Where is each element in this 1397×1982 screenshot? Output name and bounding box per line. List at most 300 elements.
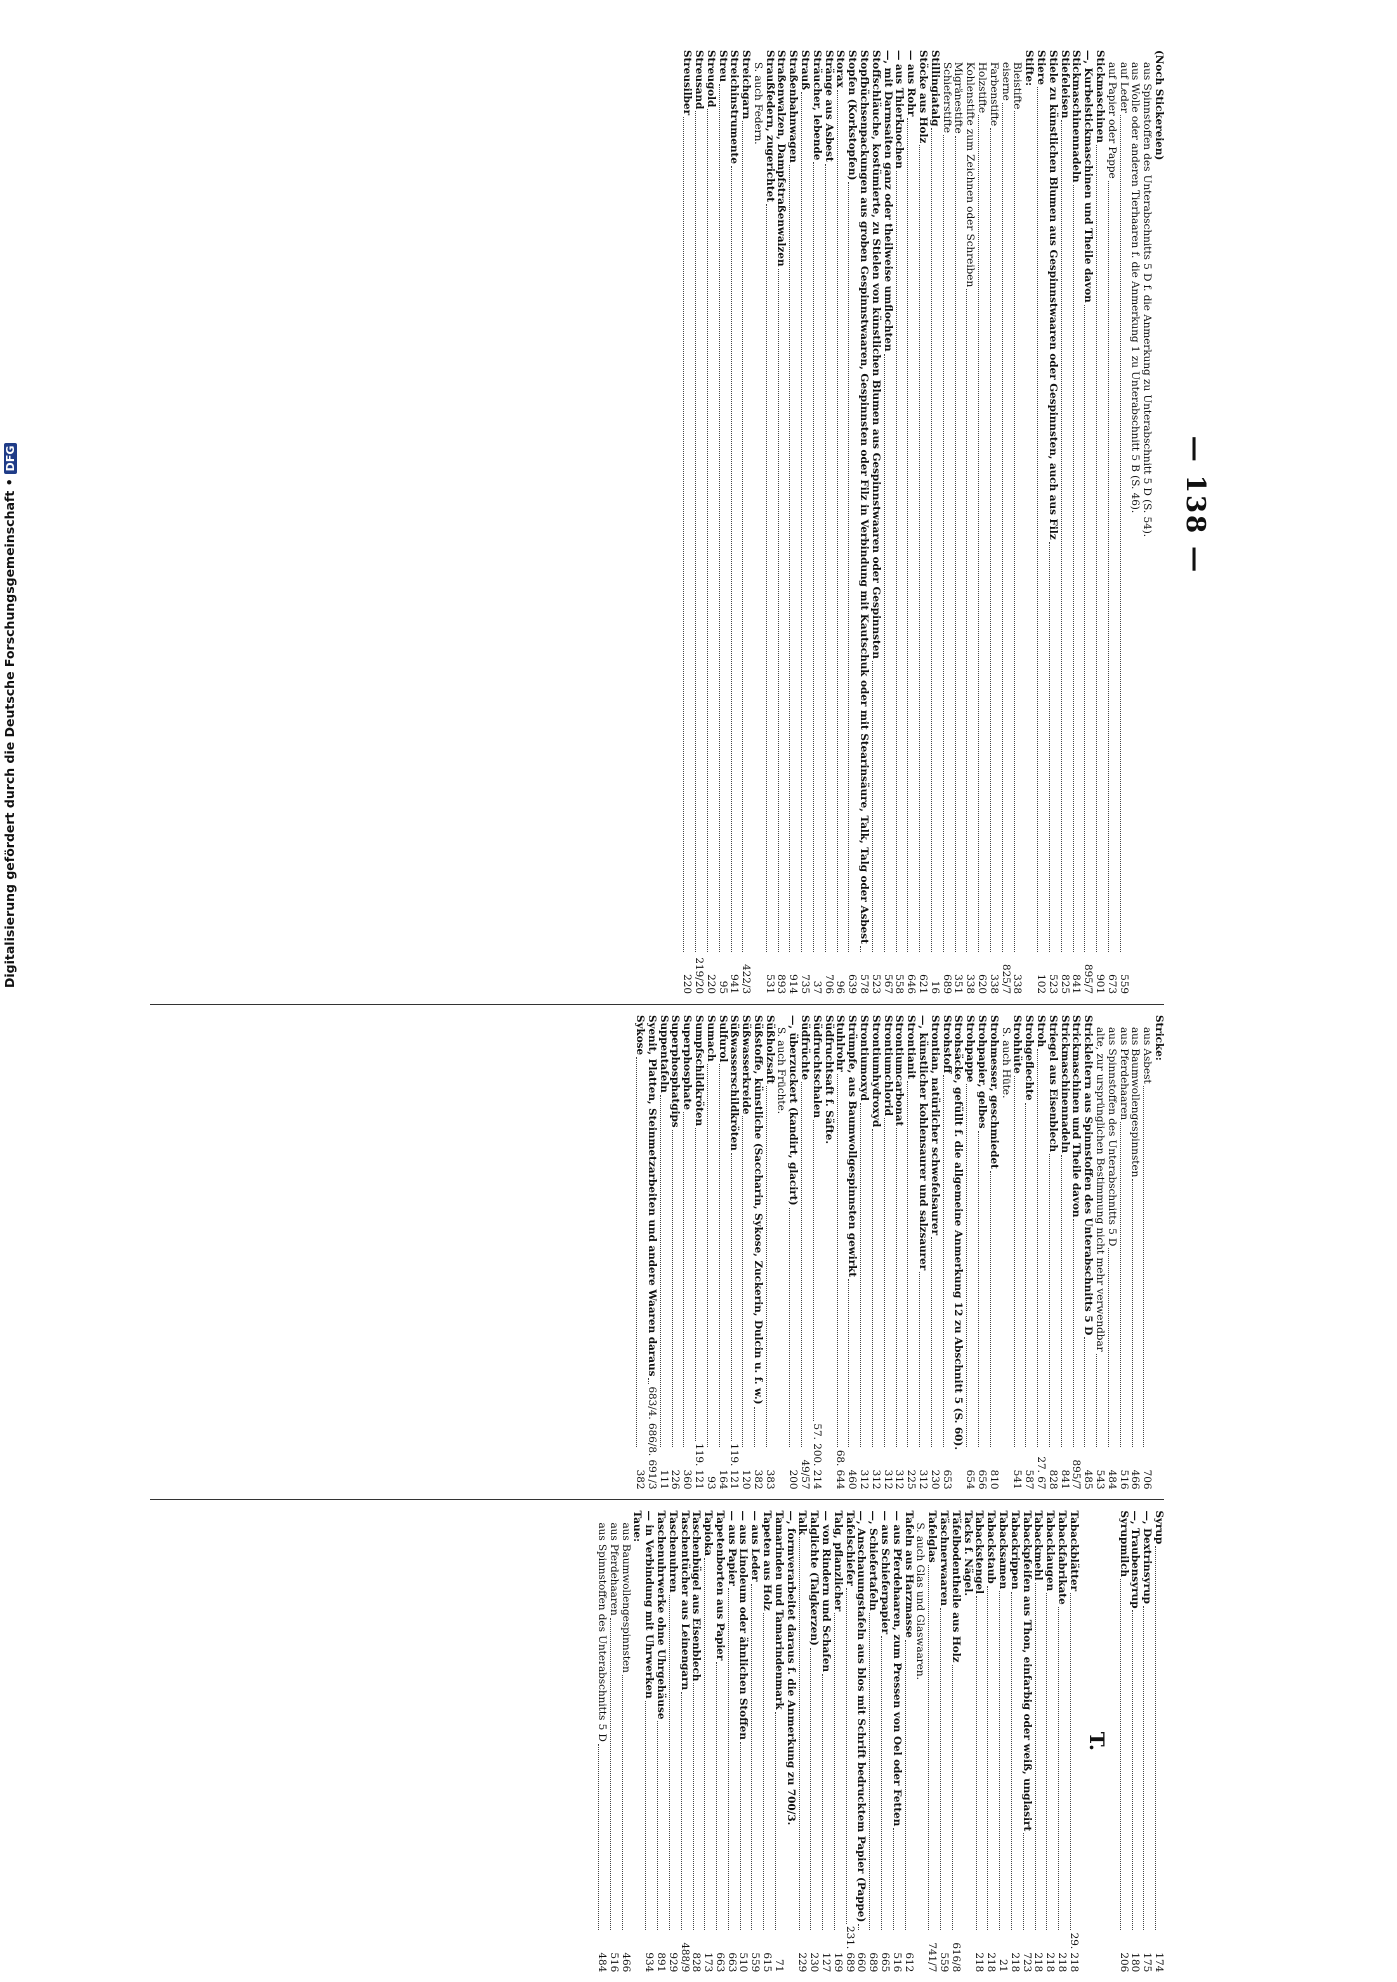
- index-term: Tapeten aus Holz: [761, 1510, 774, 1611]
- page-reference: 621: [917, 974, 930, 994]
- index-term: Tamarinden und Tamarindenmark: [772, 1510, 785, 1710]
- page-reference: 93: [704, 1476, 717, 1490]
- page-reference: 96: [834, 980, 847, 994]
- leader-dots: [728, 1588, 729, 1930]
- page-reference: 810: [987, 1469, 1000, 1490]
- leader-dots: [693, 1683, 694, 1930]
- page-reference: 120: [740, 1469, 753, 1490]
- page-reference: 16: [928, 980, 941, 994]
- index-entry: [925, 1510, 937, 1972]
- index-term: eiserne: [999, 62, 1012, 101]
- index-term: Tabackblätter: [1067, 1510, 1080, 1592]
- index-entry: [940, 1015, 952, 1490]
- leader-dots: [881, 1636, 882, 1930]
- index-term: Südfruchtschalen: [810, 1014, 823, 1119]
- index-term: — aus Pferdehaaren, zum Pressen von Oel oder Fetten: [890, 1510, 903, 1827]
- index-term: S. auch Früchte.: [775, 1026, 788, 1115]
- index-entry: [633, 1015, 645, 1490]
- leader-dots: [1155, 1546, 1156, 1930]
- index-entry: [1046, 1015, 1058, 1490]
- leader-dots: [813, 1120, 814, 1421]
- index-entry: [787, 1015, 799, 1490]
- index-entry: [987, 50, 999, 994]
- index-term: aus Spinnstoffen des Unterabschnitts 5 D: [1105, 1026, 1118, 1247]
- index-term: Stiefeleisen: [1058, 50, 1071, 119]
- index-term: Südfruchtsaft f. Säfte.: [822, 1014, 835, 1144]
- page-reference: 382: [633, 1469, 646, 1490]
- index-term: Strontianit: [905, 1014, 918, 1079]
- page-reference: 218: [1044, 1952, 1057, 1973]
- page-reference: 484: [1105, 1469, 1118, 1490]
- page-reference: 218: [973, 1952, 986, 1973]
- index-entry: [1093, 1015, 1105, 1490]
- page-reference: 893: [775, 974, 788, 994]
- index-entry: [669, 1015, 681, 1490]
- leader-dots: [1049, 542, 1050, 952]
- index-entry: [869, 1015, 881, 1490]
- page-reference: 516: [607, 1952, 620, 1973]
- index-entry: [1011, 50, 1023, 994]
- page-reference: 735: [799, 974, 812, 994]
- page-reference: 683/4. 686/8. 691/3: [645, 1386, 658, 1490]
- index-entry: [893, 1015, 905, 1490]
- leader-dots: [754, 1407, 755, 1448]
- index-term: auf Leder: [1117, 62, 1130, 113]
- page-reference: 231. 689: [843, 1925, 856, 1973]
- index-entry: [716, 50, 728, 994]
- page-reference: 338: [1011, 974, 1024, 994]
- index-term: Sulfurol: [716, 1014, 729, 1063]
- index-entry: [666, 1510, 678, 1972]
- index-term: Süßwasserschildkröten: [728, 1014, 741, 1151]
- index-entry: [810, 1015, 822, 1490]
- leader-dots: [1143, 1606, 1144, 1930]
- index-entry: [798, 50, 810, 994]
- leader-dots: [966, 289, 967, 952]
- index-entry: [690, 1510, 702, 1972]
- index-entry: [1046, 50, 1058, 994]
- leader-dots: [1011, 1592, 1012, 1931]
- leader-dots: [766, 1086, 767, 1447]
- leader-dots: [681, 1692, 682, 1930]
- leader-dots: [695, 1128, 696, 1441]
- page-reference: 312: [858, 1469, 871, 1490]
- index-entry: [595, 1510, 607, 1972]
- index-term: Täschnerwaaren: [938, 1510, 951, 1606]
- page-reference: 226: [669, 1469, 682, 1490]
- page-reference: 27. 67: [1035, 1456, 1048, 1490]
- leader-dots: [1084, 305, 1085, 952]
- leader-dots: [598, 1744, 599, 1930]
- index-entry: [952, 1015, 964, 1490]
- leader-dots: [1132, 1179, 1133, 1447]
- leader-dots: [813, 162, 814, 952]
- page-reference: 841: [1058, 1469, 1071, 1490]
- index-term: Taschenbügel aus Eisenblech: [690, 1510, 703, 1682]
- page-reference: 559: [749, 1952, 762, 1973]
- index-entry: [1117, 50, 1129, 994]
- index-entry: [1152, 1510, 1164, 1972]
- page-reference: 219/20: [692, 957, 705, 994]
- page-reference: 57. 200. 214: [810, 1423, 823, 1490]
- index-term: Tabackpfeifen aus Thon, einfarbig oder weiß, unglasirt: [1020, 1510, 1033, 1832]
- index-entry: [869, 50, 881, 994]
- index-entry: [1105, 1015, 1117, 1490]
- leader-dots: [1002, 103, 1003, 952]
- index-term: — aus Schieferpapier: [879, 1510, 892, 1635]
- page-reference: 220: [704, 974, 717, 994]
- leader-dots: [834, 1613, 835, 1930]
- index-term: aus Pferdehaaren: [607, 1522, 620, 1616]
- index-term: Stickmaschinen: [1094, 50, 1107, 143]
- page-reference: 663: [725, 1952, 738, 1973]
- index-entry: [692, 1015, 704, 1490]
- index-term: Sträucher, lebende: [810, 50, 823, 161]
- index-entry: [937, 1510, 949, 1972]
- index-term: Stricke:: [1153, 1014, 1165, 1061]
- index-entry: [999, 1015, 1011, 1490]
- page-reference: 825: [1058, 974, 1071, 994]
- leader-dots: [1035, 1583, 1036, 1931]
- index-entry: [807, 1510, 819, 1972]
- leader-dots: [837, 90, 838, 952]
- page-reference: 175: [1141, 1952, 1154, 1973]
- leader-dots: [763, 1613, 764, 1931]
- page-reference: 891: [654, 1952, 667, 1973]
- page-reference: 665: [879, 1952, 892, 1973]
- index-entry: [822, 1015, 834, 1490]
- index-entry: [916, 50, 928, 994]
- leader-dots: [952, 1665, 953, 1931]
- leader-dots: [955, 136, 956, 952]
- index-entry: [1140, 1015, 1152, 1490]
- leader-dots: [801, 1082, 802, 1447]
- leader-dots: [1037, 87, 1038, 952]
- leader-dots: [907, 1081, 908, 1447]
- leader-dots: [1061, 1155, 1062, 1447]
- page-reference: 558: [893, 974, 906, 994]
- leader-dots: [848, 1279, 849, 1447]
- page-reference: 383: [763, 1469, 776, 1490]
- sidebar-credit: [0, 0, 22, 1000]
- index-term: Stopfen (Korkstopfen): [846, 50, 859, 181]
- index-entry: [843, 1510, 855, 1972]
- page-reference: 37: [810, 980, 823, 994]
- index-entry: [701, 1510, 713, 1972]
- page-reference: 71: [772, 1959, 785, 1973]
- leader-dots: [719, 1064, 720, 1447]
- page-reference: 360: [681, 1469, 694, 1490]
- leader-dots: [683, 1112, 684, 1448]
- page-reference: 825/7: [999, 964, 1012, 994]
- index-entry: [775, 50, 787, 994]
- page-reference: 230: [808, 1952, 821, 1973]
- index-entry: [728, 50, 740, 994]
- index-column-3: [150, 1500, 1164, 1982]
- page-reference: 225: [905, 1469, 918, 1490]
- index-term: Stillingiatalg: [928, 50, 941, 127]
- index-entry: [1070, 50, 1082, 994]
- index-term: Talk: [796, 1510, 809, 1536]
- page-reference: 68. 644: [834, 1449, 847, 1490]
- leader-dots: [1061, 120, 1062, 951]
- leader-dots: [1070, 1593, 1071, 1930]
- page-reference: 229: [796, 1952, 809, 1973]
- page-reference: 828: [690, 1952, 703, 1973]
- leader-dots: [943, 135, 944, 952]
- index-entry: [1070, 1015, 1082, 1490]
- index-entry: [973, 1510, 985, 1972]
- index-entry: [680, 50, 692, 994]
- page-reference: 706: [1141, 1469, 1154, 1490]
- index-entry: [631, 1510, 643, 1972]
- index-term: Streichgarn: [740, 50, 753, 120]
- page-reference: 901: [1094, 974, 1107, 994]
- leader-dots: [695, 111, 696, 952]
- leader-dots: [1058, 1607, 1059, 1931]
- leader-dots: [1096, 145, 1097, 952]
- index-term: Stiele zu künstlichen Blumen aus Gespinnstwaaren oder Gespinnsten, auch aus Filz: [1046, 50, 1059, 540]
- leader-dots: [645, 1701, 646, 1931]
- page-reference: 351: [952, 974, 965, 994]
- index-term: Strohstoff: [940, 1014, 953, 1074]
- page-reference: 220: [681, 974, 694, 994]
- index-entry: [760, 1510, 772, 1972]
- index-entry: [713, 1510, 725, 1972]
- page-reference: 578: [858, 974, 871, 994]
- index-entry: [1129, 1015, 1141, 1490]
- index-term: — aus Linoleum oder ähnlichen Stoffen: [737, 1510, 750, 1740]
- leader-dots: [672, 1130, 673, 1448]
- index-term: —, mit Darmsaiten ganz oder theilweise umflochten: [881, 50, 894, 352]
- index-term: Tacks f. Nägel.: [961, 1510, 974, 1596]
- index-entry: [1055, 1510, 1067, 1972]
- leader-dots: [1049, 1154, 1050, 1447]
- page-reference: 663: [713, 1952, 726, 1973]
- page-reference: 488/9: [678, 1942, 691, 1973]
- page-reference: 180: [1129, 1952, 1142, 1973]
- index-term: Strauß: [799, 50, 812, 90]
- leader-dots: [704, 1558, 705, 1930]
- page-reference: 173: [702, 1952, 715, 1973]
- index-term: Superphosphatgips: [669, 1014, 682, 1128]
- leader-dots: [790, 165, 791, 952]
- page-reference: 102: [1035, 974, 1048, 994]
- index-entry: [845, 50, 857, 994]
- index-term: Stuhlrohr: [834, 1014, 847, 1072]
- leader-dots: [896, 1128, 897, 1447]
- index-entry: [725, 1510, 737, 1972]
- leader-dots: [872, 661, 873, 952]
- leader-dots: [943, 1075, 944, 1447]
- leader-dots: [707, 109, 708, 952]
- leader-dots: [928, 1565, 929, 1930]
- leader-dots: [860, 946, 861, 952]
- page-number: — 138 —: [1180, 435, 1210, 575]
- index-term: Stoffschläuche, kostümierte, zu Stielen von künstlichen Blumen aus Gespinnstwaaren oder Gespinnsten: [869, 50, 882, 659]
- leader-dots: [987, 1586, 988, 1931]
- page-reference: 338: [964, 974, 977, 994]
- leader-dots: [837, 1074, 838, 1448]
- leader-dots: [846, 1588, 847, 1924]
- index-term: —, künstlicher kohlensaurer und salzsaurer: [917, 1014, 930, 1271]
- index-entry: [787, 50, 799, 994]
- page-reference: 174: [1153, 1952, 1165, 1973]
- page-reference: 218: [1032, 1952, 1045, 1973]
- index-entry: [680, 1015, 692, 1490]
- page-reference: 523: [1046, 974, 1059, 994]
- index-term: Stickmaschinennadeln: [1070, 50, 1083, 183]
- index-term: Stifte:: [1023, 50, 1036, 86]
- index-term: — von Rindern und Schafen: [820, 1510, 833, 1673]
- index-entry: [893, 50, 905, 994]
- index-columns: [150, 40, 1165, 1973]
- index-entry: [949, 1510, 961, 1972]
- page-reference: 706: [822, 974, 835, 994]
- index-term: Striegel aus Eisenblech: [1046, 1014, 1059, 1153]
- page-reference: 929: [666, 1952, 679, 1973]
- leader-dots: [1108, 181, 1109, 952]
- index-entry: [763, 50, 775, 994]
- index-term: aus Asbest: [1141, 1026, 1154, 1084]
- page-reference: 516: [1117, 1469, 1130, 1490]
- index-term: Streusand: [692, 50, 705, 110]
- index-term: Strohpappe: [964, 1014, 977, 1083]
- index-entry: [952, 50, 964, 994]
- index-entry: [928, 1015, 940, 1490]
- leader-dots: [872, 1129, 873, 1447]
- index-term: Suppentafeln: [657, 1014, 670, 1093]
- leader-dots: [825, 164, 826, 952]
- index-term: Strontiumchlorid: [881, 1014, 894, 1116]
- index-term: Strontian, natürlicher schwefelsaurer: [928, 1014, 941, 1236]
- index-term: —, Traubensyrup: [1129, 1510, 1142, 1609]
- page-reference: 741/7: [926, 1942, 939, 1973]
- page-reference: 21: [997, 1959, 1010, 1973]
- index-term: Streusilber: [681, 50, 694, 116]
- index-term: Talglichte (Talgkerzen): [808, 1510, 821, 1646]
- index-entry: [1140, 50, 1152, 994]
- leader-dots: [648, 1378, 649, 1384]
- index-term: Tafeln aus Harzmasse: [902, 1510, 915, 1638]
- index-entry: [749, 1510, 761, 1972]
- leader-dots: [978, 1131, 979, 1448]
- leader-dots: [716, 1662, 717, 1930]
- index-term: Strontiumcarbonat: [893, 1014, 906, 1127]
- leader-dots: [1014, 111, 1015, 952]
- index-entry: [1081, 1015, 1093, 1490]
- leader-dots: [905, 1640, 906, 1930]
- index-entry: [914, 1510, 926, 1972]
- page-reference: 206: [1117, 1952, 1130, 1973]
- index-entry: [751, 50, 763, 994]
- index-entry: [763, 1015, 775, 1490]
- index-column-1: [150, 40, 1164, 1005]
- index-entry: [1022, 1015, 1034, 1490]
- index-entry: [890, 1510, 902, 1972]
- index-entry: [984, 1510, 996, 1972]
- index-entry: [866, 1510, 878, 1972]
- index-term: Stiere: [1035, 50, 1048, 85]
- leader-dots: [990, 128, 991, 952]
- index-term: Tabackfabrikate: [1056, 1510, 1069, 1605]
- leader-dots: [775, 1712, 776, 1931]
- page-reference: 466: [619, 1952, 632, 1973]
- index-term: Tabackstengel: [973, 1510, 986, 1595]
- leader-dots: [810, 1648, 811, 1930]
- index-term: — aus Rohr: [905, 50, 918, 117]
- index-term: Taschenuhren: [666, 1510, 679, 1593]
- page-reference: 541: [1011, 1469, 1024, 1490]
- page-reference: 119. 121: [728, 1443, 741, 1490]
- index-term: —, überzuckert (kandirt, glacirt): [787, 1014, 800, 1206]
- index-entry: [784, 1510, 796, 1972]
- leader-dots: [1108, 1248, 1109, 1447]
- index-term: Stopfbüchsenpackungen aus groben Gespinnstwaaren, Gespinnsten oder Filz in Verbindung mit Kautschuk oder mit Stearinsäure, Talk, Talg oder Asbest: [858, 50, 871, 944]
- leader-dots: [683, 117, 684, 952]
- index-term: Süßholzsaft: [763, 1014, 776, 1085]
- leader-dots: [1025, 1103, 1026, 1448]
- index-term: S. auch Federn.: [751, 62, 764, 145]
- index-entry: [916, 1015, 928, 1490]
- index-term: Strümpfe, aus Baumwollgespinnsten gewirkt: [846, 1014, 859, 1278]
- page-reference: 934: [643, 1952, 656, 1973]
- index-entry: [704, 50, 716, 994]
- page-reference: 466: [1129, 1469, 1142, 1490]
- index-entry: [1008, 1510, 1020, 1972]
- leader-dots: [848, 182, 849, 951]
- leader-dots: [1073, 185, 1074, 952]
- index-term: Strohgeflechte: [1023, 1014, 1036, 1101]
- index-entry: [739, 50, 751, 994]
- page-reference: 559: [1117, 974, 1130, 994]
- page-reference: 338: [987, 974, 1000, 994]
- leader-dots: [893, 1828, 894, 1930]
- page-reference: 485: [1082, 1469, 1095, 1490]
- page-reference: 620: [976, 974, 989, 994]
- index-entry: [739, 1015, 751, 1490]
- index-term: — aus Thierknochen: [893, 50, 906, 169]
- leader-dots: [896, 171, 897, 952]
- page-reference: 654: [964, 1469, 977, 1490]
- leader-dots: [1014, 1076, 1015, 1448]
- index-term: — in Verbindung mit Uhrwerken: [643, 1510, 656, 1699]
- leader-dots: [931, 128, 932, 952]
- index-entry: [728, 1015, 740, 1490]
- index-term: Tapioka: [702, 1510, 715, 1557]
- index-term: S. auch Glas und Glaswaaren.: [914, 1522, 927, 1680]
- index-entry: [819, 1510, 831, 1972]
- leader-dots: [740, 1742, 741, 1930]
- index-entry: [810, 50, 822, 994]
- index-term: —, Anschauungstafeln aus blos mit Schrift bedrucktem Papier (Pappe): [855, 1510, 868, 1923]
- index-term: Strohpapier, gelbes: [976, 1014, 989, 1129]
- index-term: Tabackrippen: [1008, 1510, 1021, 1590]
- index-entry: [1043, 1510, 1055, 1972]
- index-term: Tabacklaugen: [1044, 1510, 1057, 1592]
- index-term: aus Pferdehaaren: [1117, 1026, 1130, 1121]
- index-term: Holzstifte: [976, 62, 989, 114]
- page-reference: 119. 121: [692, 1443, 705, 1490]
- index-entry: [654, 1510, 666, 1972]
- page-reference: 95: [716, 980, 729, 994]
- leader-dots: [660, 1095, 661, 1448]
- index-term: —, Kurbelstickmaschinen und Theile davon: [1082, 50, 1095, 303]
- index-term: auf Papier oder Pappe: [1105, 62, 1118, 179]
- index-entry: [845, 1015, 857, 1490]
- index-entry: [1129, 1510, 1141, 1972]
- index-entry: [607, 1510, 619, 1972]
